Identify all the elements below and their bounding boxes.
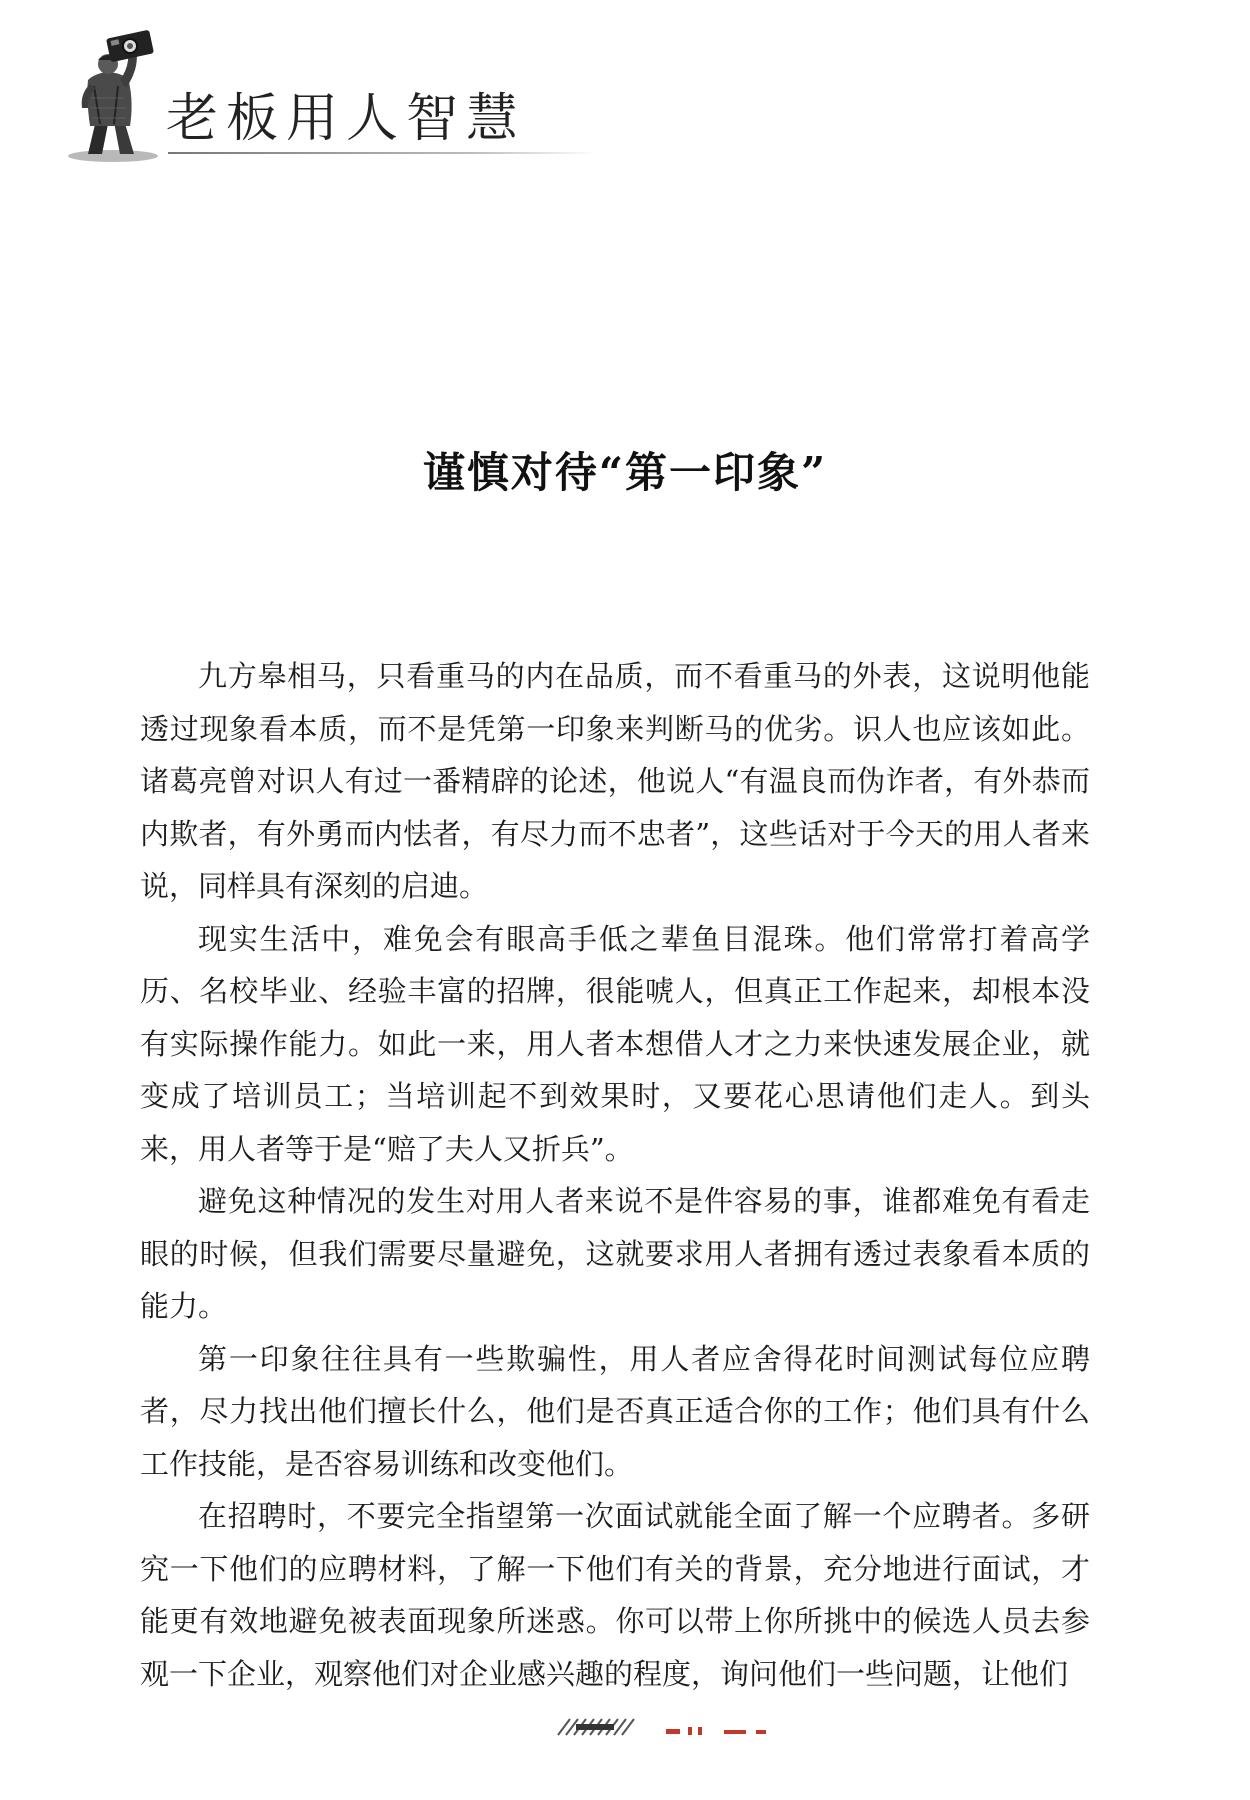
article-body — [140, 650, 1090, 1700]
paragraph: 九方皋相马，只看重马的内在品质，而不看重马的外表，这说明他能透过现象看本质，而不是凭第一印象来判断马的优劣。识人也应该如此。诸葛亮曾对识人有过一番精辟的论述，他说人“有温良而伪诈者，有外恭而内欺者，有外勇而内怯者，有尽力而不忠者”，这些话对于今天的用人者来说，同样具有深刻的启迪。 — [140, 659, 1090, 903]
man-holding-camera-icon — [58, 28, 168, 163]
paragraph: 在招聘时，不要完全指望第一次面试就能全面了解一个应聘者。多研究一下他们的应聘材料，了解一下他们有关的背景，充分地进行面试，才能更有效地避免被表面现象所迷惑。你可以带上你所挑中的候选人员去参观一下企业，观察他们对企业感兴趣的程度，询问他们一些问题，让他们 — [140, 1499, 1090, 1691]
running-header — [58, 28, 578, 168]
paragraph: 第一印象往往具有一些欺骗性，用人者应舍得花时间测试每位应聘者，尽力找出他们擅长什么，他们是否真正适合你的工作；他们具有什么工作技能，是否容易训练和改变他们。 — [140, 1341, 1090, 1481]
book-title: 老板用人智慧 — [166, 89, 527, 149]
paragraph: 现实生活中，难免会有眼高手低之辈鱼目混珠。他们常常打着高学历、名校毕业、经验丰富的招牌，很能唬人，但真正工作起来，却根本没有实际操作能力。如此一来，用人者本想借人才之力来快速发展企业，就变成了培训员工；当培训起不到效果时，又要花心思请他们走人。到头来，用人者等于是“赔了夫人又折兵”。 — [140, 921, 1090, 1166]
page-footer-ornament-icon — [556, 1713, 796, 1741]
header-rule — [168, 152, 598, 154]
article-title: 谨慎对待“第一印象” — [422, 448, 828, 497]
paragraph: 避免这种情况的发生对用人者来说不是件容易的事，谁都难免有看走眼的时候，但我们需要尽量避免，这就要求用人者拥有透过表象看本质的能力。 — [140, 1184, 1090, 1323]
